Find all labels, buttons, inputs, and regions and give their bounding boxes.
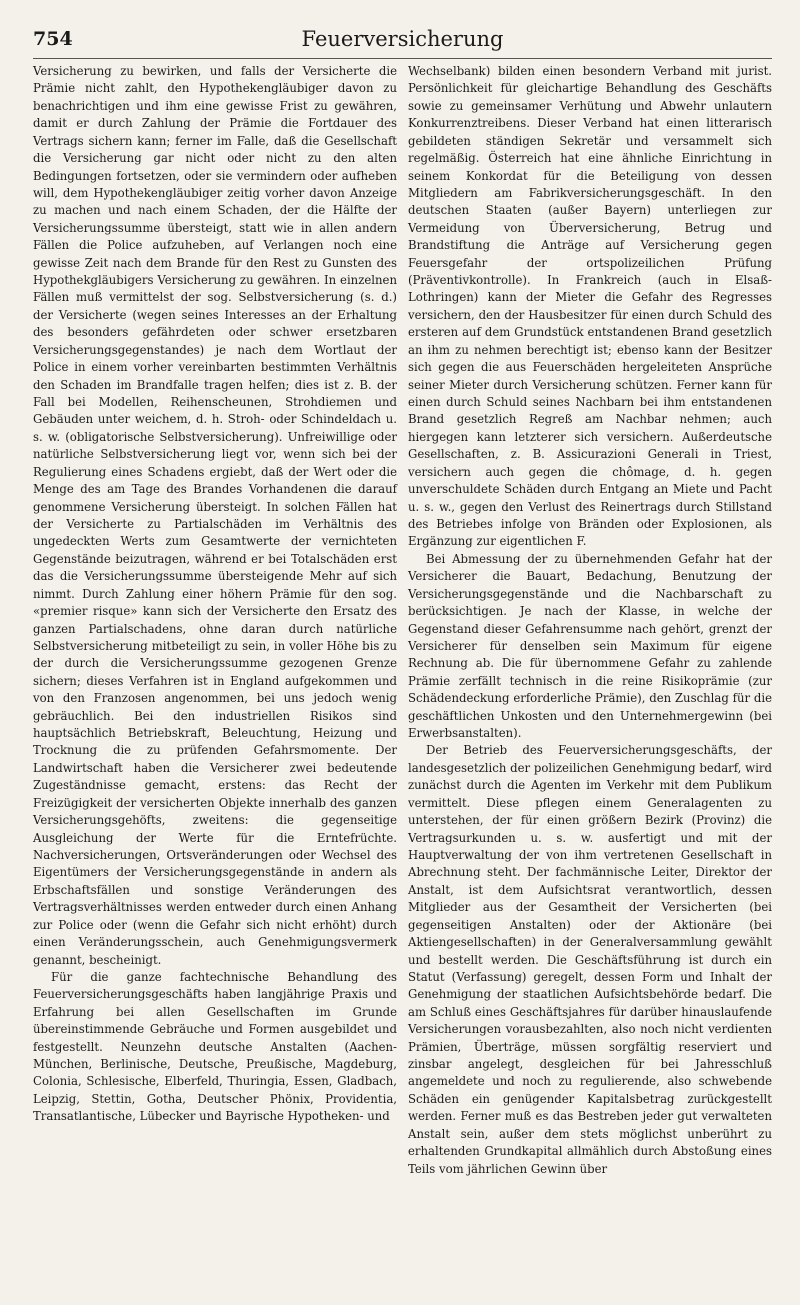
text-columns <box>33 63 772 1178</box>
paragraph: Wechselbank) bilden einen besondern Verband mit jurist. Persönlichkeit für gleichartige Behandlung des Geschäfts sowie zu gemeinsamer Verhütung und Abwehr unlautern Konkurrenztreibens. Dieser Verband hat einen litterarisch gebildeten ständigen Sekretär und versammelt sich regelmäßig. Österreich hat eine ähnliche Einrichtung in seinem Konkordat für die Beteiligung von dessen Mitgliedern am Fabrikversicherungsgeschäft. In den deutschen Staaten (außer Bayern) unterliegen zur Vermeidung von Überversicherung, Betrug und Brandstiftung die Anträge auf Versicherung gegen Feuersgefahr der ortspolizeilichen Prüfung (Präventivkontrolle). In Frankreich (auch in Elsaß-Lothringen) kann der Mieter die Gefahr des Regresses versichern, den der Hausbesitzer für einen durch Schuld des ersteren auf dem Grundstück entstandenen Brand gesetzlich an ihm zu nehmen berechtigt ist; ebenso kann der Besitzer sich gegen die aus Feuerschäden hergeleiteten Ansprüche seiner Mieter durch Versicherung schützen. Ferner kann für einen durch Schuld seines Nachbarn bei ihm entstandenen Brand gesetzlich Regreß am Nachbar nehmen; auch hiergegen kann letzterer sich versichern. Außerdeutsche Gesellschaften, z. B. Assicurazioni Generali in Triest, versichern auch gegen die chômage, d. h. gegen unverschuldete Schäden durch Entgang an Miete und Pacht u. s. w., gegen den Verlust des Reinertrags durch Stillstand des Betriebes infolge von Bränden oder Explosionen, als Ergänzung zur eigentlichen F. <box>408 64 772 549</box>
paragraph: Der Betrieb des Feuerversicherungsgeschäfts, der landesgesetzlich der polizeilichen Genehmigung bedarf, wird zunächst durch die Agenten im Verkehr mit dem Publikum vermittelt. Diese pflegen einem Generalagenten zu unterstehen, der für einen größern Bezirk (Provinz) die Vertragsurkunden u. s. w. ausfertigt und mit der Hauptverwaltung der von ihm vertretenen Gesellschaft in Abrechnung steht. Der fachmännische Leiter, Direktor der Anstalt, ist dem Aufsichtsrat verantwortlich, dessen Mitglieder aus der Gesamtheit der Versicherten (bei gegenseitigen Anstalten) oder der Aktionäre (bei Aktiengesellschaften) in der Generalversammlung gewählt und bestellt werden. Die Geschäftsführung ist durch ein Statut (Verfassung) geregelt, dessen Form und Inhalt der Genehmigung der staatlichen Aufsichtsbehörde bedarf. Die am Schluß eines Geschäftsjahres für darüber hinauslaufende Versicherungen vorausbezahlten, also noch nicht verdienten Prämien, Überträge, müssen sorgfältig reserviert und zinsbar angelegt, desgleichen für bei Jahresschluß angemeldete und noch zu regulierende, also schwebende Schäden ein genügender Kapitalsbetrag zurückgestellt werden. Ferner muß es das Bestreben jeder gut verwalteten Anstalt sein, außer dem stets möglichst unberührt zu erhaltenden Grundkapital allmählich durch Abstoßung eines Teils vom jährlichen Gewinn über <box>408 743 772 1176</box>
left-column <box>33 63 397 1178</box>
paragraph: Bei Abmessung der zu übernehmenden Gefahr hat der Versicherer die Bauart, Bedachung, Benutzung der Versicherungsgegenstände und die Nachbarschaft zu berücksichtigen. Je nach der Klasse, in welche der Gegenstand dieser Gefahrensumme nach gehört, grenzt der Versicherer für denselben sein Maximum für eigene Rechnung ab. Die für übernommene Gefahr zu zahlende Prämie zerfällt technisch in die reine Risikoprämie (zur Schädendeckung erforderliche Prämie), den Zuschlag für die geschäftlichen Unkosten und den Unternehmergewinn (bei Erwerbsanstalten). <box>408 551 772 741</box>
paragraph: Versicherung zu bewirken, und falls der Versicherte die Prämie nicht zahlt, den Hypothekengläubiger davon zu benachrichtigen und ihm eine gewisse Frist zu gewähren, damit er durch Zahlung der Prämie die Fortdauer des Vertrags sichern kann; ferner im Falle, daß die Gesellschaft die Versicherung gar nicht oder nicht zu den alten Bedingungen fortsetzen, oder sie vermindern oder aufheben will, dem Hypothekengläubiger zeitig vorher davon Anzeige zu machen und nach einem Schaden, der die Hälfte der Versicherungssumme übersteigt, statt wie in allen andern Fällen die Police aufzuheben, auf Verlangen noch eine gewisse Zeit nach dem Brande für den Rest zu Gunsten des Hypothekgläubigers Versicherung zu gewähren. In einzelnen Fällen muß vermittelst der sog. Selbstversicherung (s. d.) der Versicherte (wegen seines Interesses an der Erhaltung des besonders gefährdeten oder schwer ersetzbaren Versicherungsgegenstandes) je nach dem Wortlaut der Police in einem vorher vereinbarten bestimmten Verhältnis den Schaden im Brandfalle tragen helfen; dies ist z. B. der Fall bei Modellen, Reihenscheunen, Strohdiemen und Gebäuden unter weichem, d. h. Stroh- oder Schindeldach u. s. w. (obligatorische Selbstversicherung). Unfreiwillige oder natürliche Selbstversicherung liegt vor, wenn sich bei der Regulierung eines Schadens ergiebt, daß der Wert oder die Menge des am Tage des Brandes Vorhandenen die darauf genommene Versicherung übersteigt. In solchen Fällen hat der Versicherte zu Partialschäden im Verhältnis des ungedeckten Werts zum Gesamtwerte der vernichteten Gegenstände beizutragen, während er bei Totalschäden erst das die Versicherungssumme übersteigende Mehr auf sich nimmt. Durch Zahlung einer höhern Prämie für den sog. «premier risque» kann sich der Versicherte den Ersatz des ganzen Partialschadens, ohne daran durch natürliche Selbstversicherung mitbeteiligt zu sein, in voller Höhe bis zu der durch die Versicherungssumme gezogenen Grenze sichern; dieses Verfahren ist in England aufgekommen und von den Franzosen angenommen, bei uns jedoch wenig gebräuchlich. Bei den industriellen Risikos sind hauptsächlich Betriebskraft, Beleuchtung, Heizung und Trocknung die zu prüfenden Gefahrsmomente. Der Landwirtschaft haben die Versicherer zwei bedeutende Zugeständnisse gemacht, erstens: das Recht der Freizügigkeit der versicherten Objekte innerhalb des ganzen Versicherungsgehöfts, zweitens: die gegenseitige Ausgleichung der Werte für die Erntefrüchte. Nachversicherungen, Ortsveränderungen oder Wechsel des Eigentümers der Versicherungsgegenstände in andern als Erbschaftsfällen und sonstige Veränderungen des Vertragsverhältnisses werden entweder durch einen Anhang zur Police oder (wenn die Gefahr sich nicht erhöht) durch einen Veränderungsschein, auch Genehmigungsvermerk genannt, bescheinigt. <box>33 64 397 967</box>
page-number: 754 <box>33 28 73 50</box>
running-title: Feuerversicherung <box>301 27 504 51</box>
page-header <box>33 20 772 59</box>
right-column <box>408 63 772 1178</box>
paragraph: Für die ganze fachtechnische Behandlung des Feuerversicherungsgeschäfts haben langjährige Praxis und Erfahrung bei allen Gesellschaften im Grunde übereinstimmende Gebräuche und Formen ausgebildet und festgestellt. Neunzehn deutsche Anstalten (Aachen-München, Berlinische, Deutsche, Preußische, Magdeburg, Colonia, Schlesische, Elberfeld, Thuringia, Essen, Gladbach, Leipzig, Stettin, Gotha, Deutscher Phönix, Providentia, Transatlantische, Lübecker und Bayrische Hypotheken- und <box>33 969 397 1124</box>
